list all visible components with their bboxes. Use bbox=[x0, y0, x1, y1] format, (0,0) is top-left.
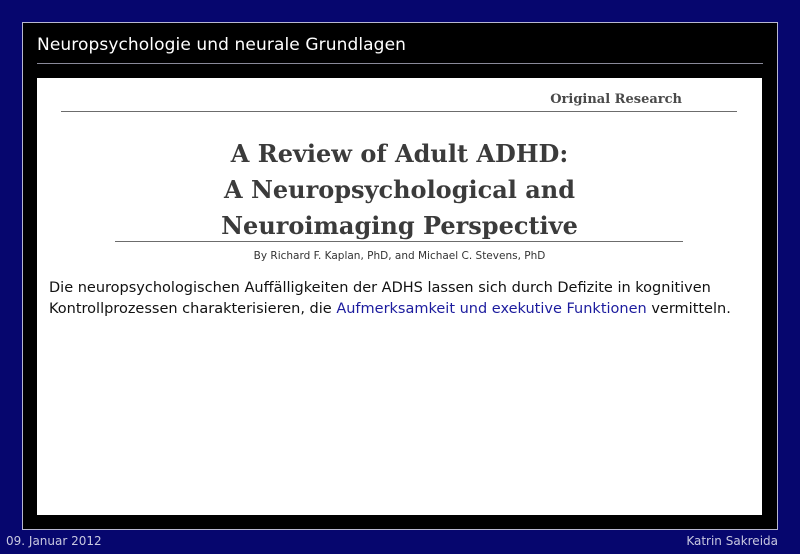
body-text-start: Die neuropsychologischen Auffälligkeiten der ADHS lassen sich durch Defizite in kognitiven Kontrollprozessen charakterisieren, die bbox=[49, 280, 711, 317]
paper-title-line-2: A Neuropsychological and bbox=[223, 175, 576, 204]
paper-title-line-1: A Review of Adult ADHD: bbox=[230, 139, 569, 168]
title-divider bbox=[37, 63, 763, 64]
paper-section-label: Original Research bbox=[550, 92, 682, 107]
paper-title bbox=[37, 136, 762, 244]
body-highlight: Aufmerksamkeit und exekutive Funktionen bbox=[336, 301, 647, 317]
slide-frame bbox=[22, 22, 778, 530]
footer-author: Katrin Sakreida bbox=[686, 534, 778, 548]
body-paragraph bbox=[49, 278, 749, 320]
paper-header-image bbox=[37, 78, 762, 268]
slide-content bbox=[37, 78, 762, 515]
body-text-end: vermitteln. bbox=[646, 301, 731, 317]
footer-date: 09. Januar 2012 bbox=[6, 534, 102, 548]
paper-header-rule-top bbox=[61, 111, 737, 112]
slide-title: Neuropsychologie und neurale Grundlagen bbox=[37, 35, 407, 55]
paper-header-rule-bottom bbox=[115, 241, 683, 242]
paper-authors: By Richard F. Kaplan, PhD, and Michael C. Stevens, PhD bbox=[253, 250, 546, 262]
paper-title-line-3: Neuroimaging Perspective bbox=[221, 211, 578, 240]
